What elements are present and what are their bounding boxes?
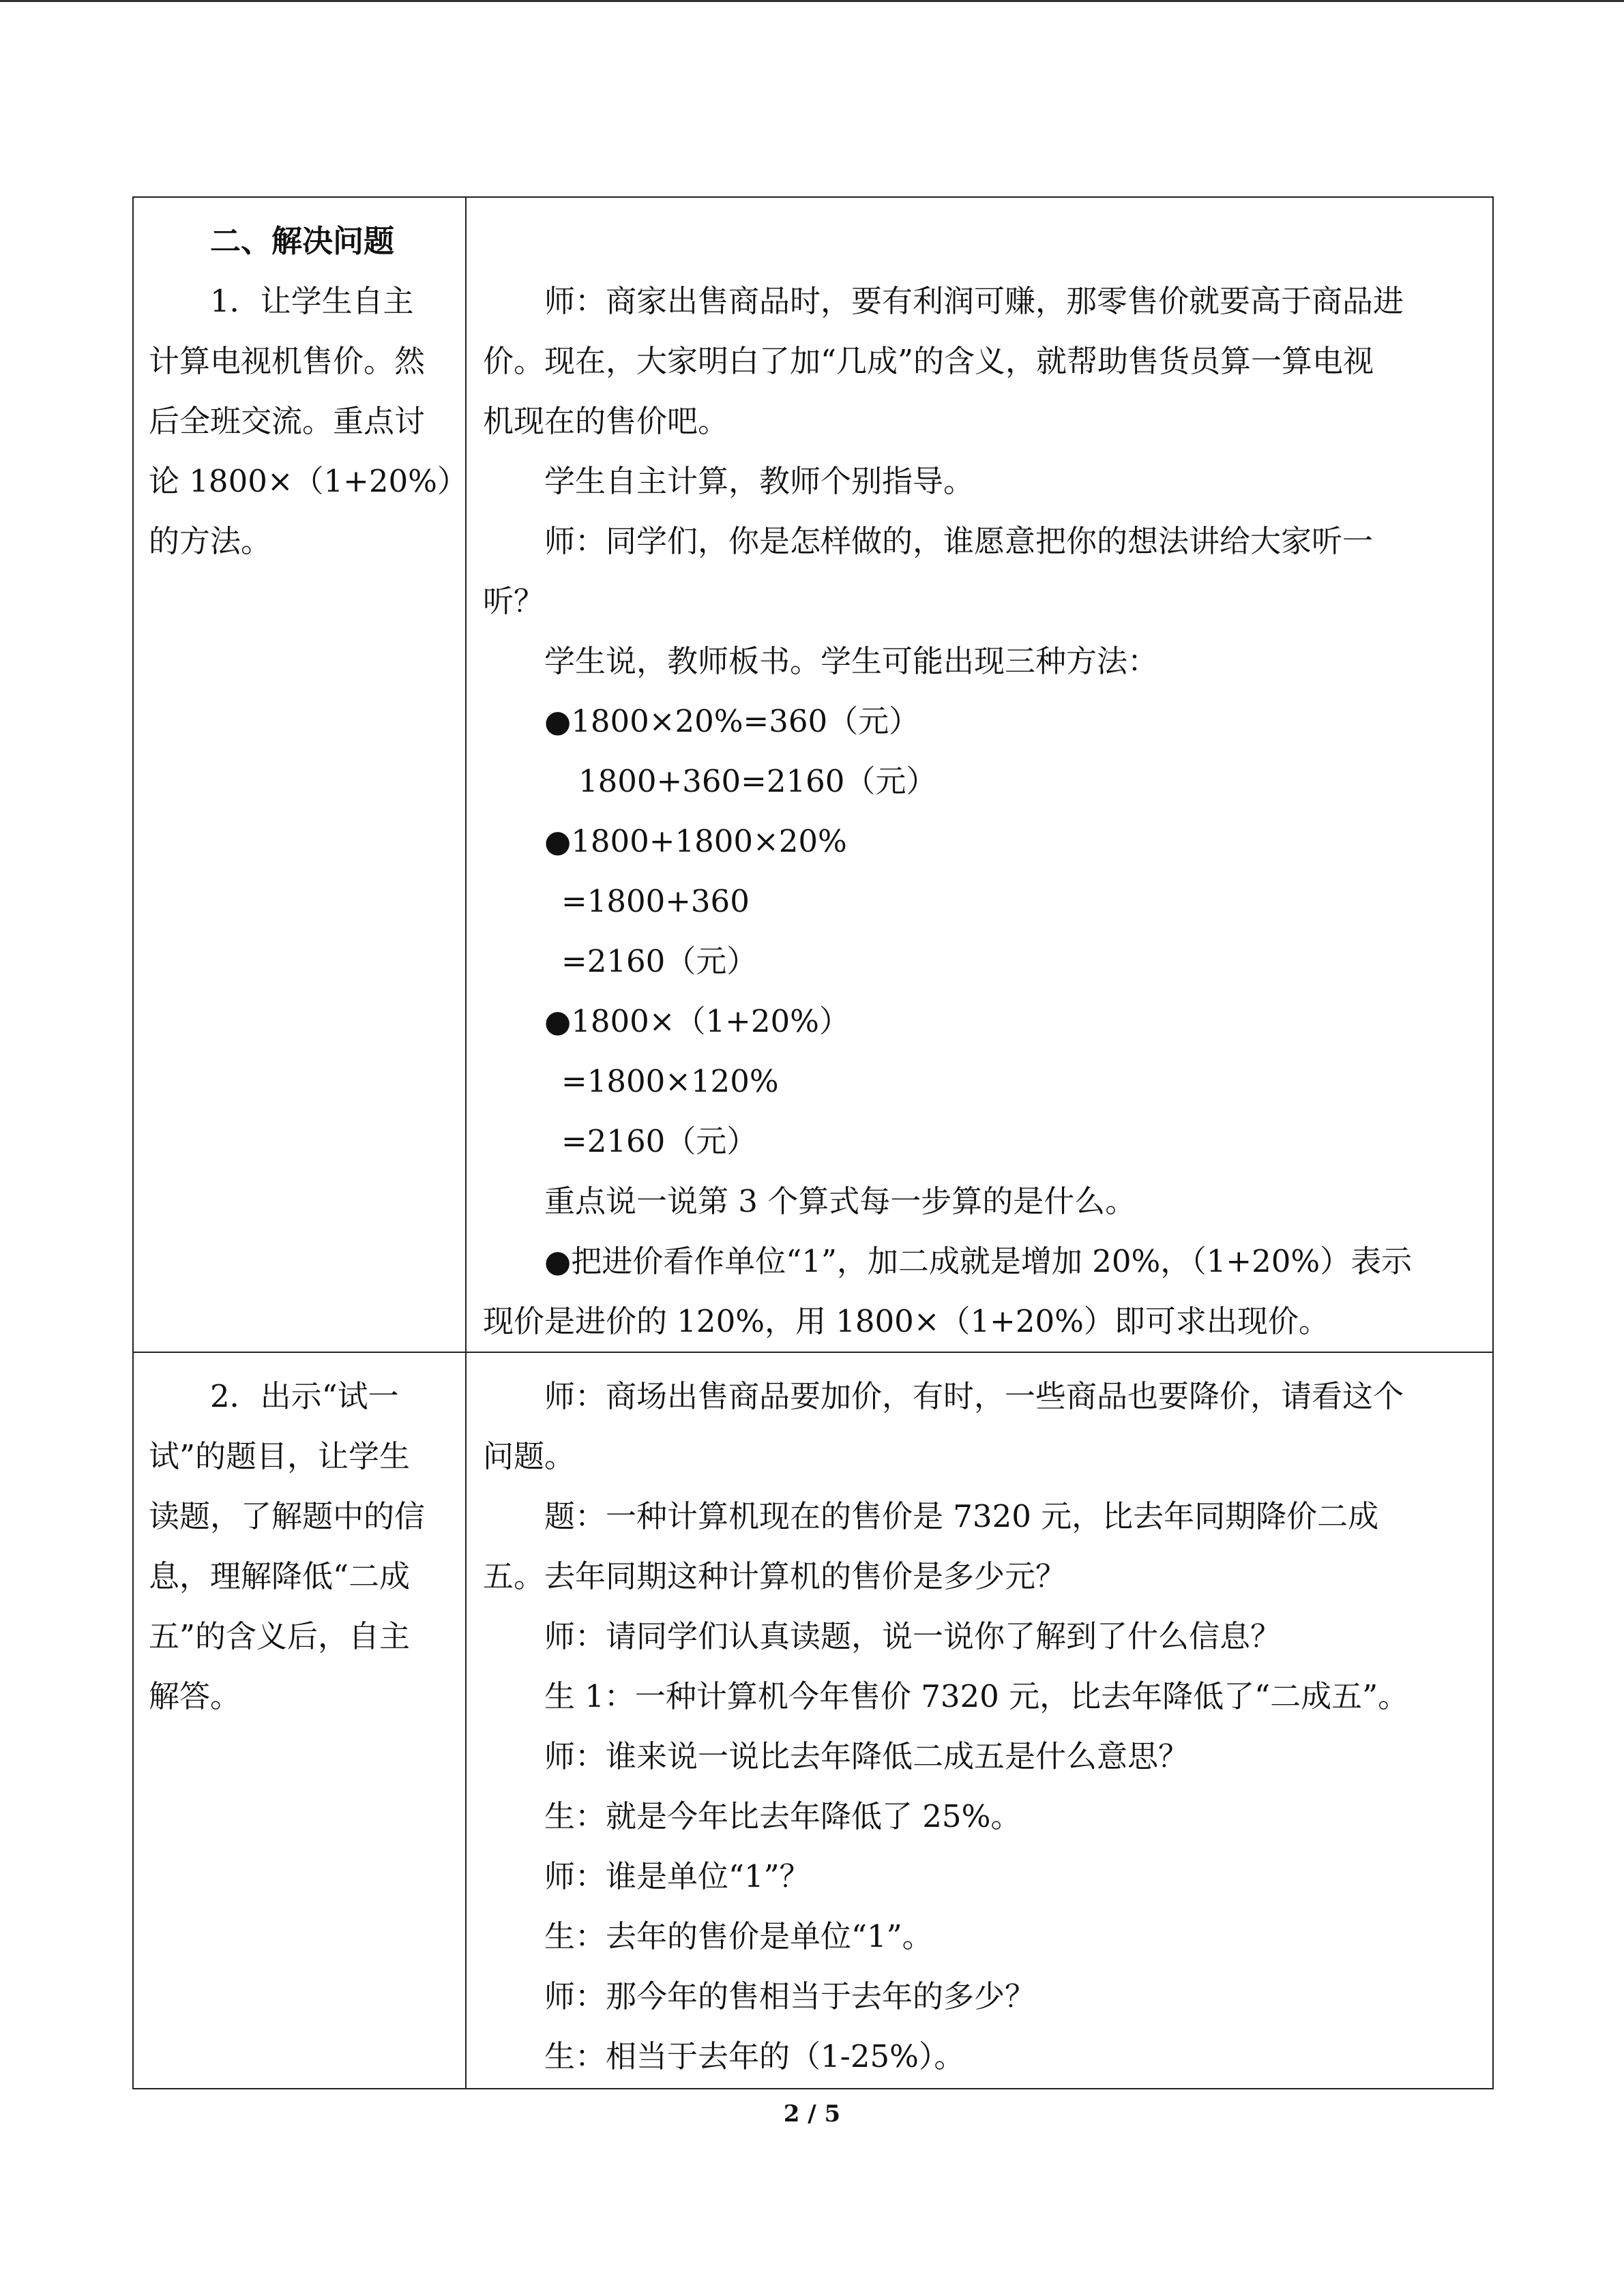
activity-cell (133, 1352, 466, 2089)
activity-text: 解答。 (149, 1678, 241, 1714)
dialogue-line: 生 1：一种计算机今年售价 7320 元，比去年降低了“二成五”。 (544, 1678, 1409, 1714)
problem-line: 题：一种计算机现在的售价是 7320 元，比去年同期降价二成 (544, 1498, 1379, 1534)
dialogue-line: 师：同学们，你是怎样做的，谁愿意把你的想法讲给大家听一 (544, 523, 1374, 559)
problem-line: 五。去年同期这种计算机的售价是多少元？ (483, 1558, 1067, 1594)
dialogue-line: 生：去年的售价是单位“1”。 (544, 1918, 933, 1954)
activity-text: 的方法。 (149, 523, 272, 559)
method-one-step1: ●1800×20%=360（元） (544, 703, 920, 739)
dialogue-line: 价。现在，大家明白了加“几成”的含义，就帮助售货员算一算电视 (483, 343, 1374, 379)
dialogue-line: 现价是进价的 120%，用 1800×（1+20%）即可求出现价。 (483, 1303, 1329, 1339)
dialogue-line: 师：那今年的售相当于去年的多少？ (544, 1978, 1036, 2014)
process-cell (466, 197, 1493, 1352)
method-two-step3: =2160（元） (561, 943, 758, 979)
method-two-step2: =1800+360 (561, 883, 750, 919)
activity-cell (133, 197, 466, 1352)
page-top-border (0, 0, 1624, 2)
method-one-step2: 1800+360=2160（元） (578, 763, 937, 799)
activity-text: 读题，了解题中的信 (149, 1498, 426, 1534)
section-title: 二、解决问题 (210, 223, 395, 259)
table-row (133, 1352, 1493, 2089)
dialogue-line: 重点说一说第 3 个算式每一步算的是什么。 (544, 1183, 1136, 1219)
process-cell (466, 1352, 1493, 2089)
method-two-step1: ●1800+1800×20% (544, 823, 847, 859)
dialogue-line: 师：商家出售商品时，要有利润可赚，那零售价就要高于商品进 (544, 283, 1404, 319)
activity-text: 论 1800×（1+20%） (149, 463, 468, 499)
dialogue-line: 学生说，教师板书。学生可能出现三种方法： (544, 643, 1159, 679)
activity-text: 1．让学生自主 (210, 283, 414, 319)
activity-text: 后全班交流。重点讨 (149, 403, 426, 439)
dialogue-line: 听？ (483, 583, 545, 619)
dialogue-line: ●把进价看作单位“1”，加二成就是增加 20%，（1+20%）表示 (544, 1243, 1413, 1279)
dialogue-line: 生：相当于去年的（1-25%）。 (544, 2038, 965, 2074)
dialogue-line: 师：请同学们认真读题，说一说你了解到了什么信息？ (544, 1618, 1282, 1654)
lesson-plan-table (132, 196, 1494, 2089)
dialogue-line: 师：谁来说一说比去年降低二成五是什么意思？ (544, 1738, 1190, 1774)
dialogue-line: 生：就是今年比去年降低了 25%。 (544, 1798, 1022, 1834)
activity-text: 计算电视机售价。然 (149, 343, 426, 379)
method-three-step3: =2160（元） (561, 1123, 758, 1159)
dialogue-line: 学生自主计算，教师个别指导。 (544, 463, 975, 499)
dialogue-line: 师：商场出售商品要加价，有时，一些商品也要降价，请看这个 (544, 1378, 1404, 1414)
method-three-step2: =1800×120% (561, 1063, 779, 1099)
activity-text: 五”的含义后，自主 (149, 1618, 411, 1654)
activity-text: 试”的题目，让学生 (149, 1438, 411, 1474)
dialogue-line: 问题。 (483, 1438, 576, 1474)
dialogue-line: 师：谁是单位“1”？ (544, 1858, 810, 1894)
dialogue-line: 机现在的售价吧。 (483, 403, 729, 439)
activity-text: 2．出示“试一 (210, 1378, 399, 1414)
table-row (133, 197, 1493, 1352)
activity-text: 息，理解降低“二成 (149, 1558, 411, 1594)
method-three-step1: ●1800×（1+20%） (544, 1003, 850, 1039)
page-number: 2 / 5 (783, 2100, 841, 2128)
